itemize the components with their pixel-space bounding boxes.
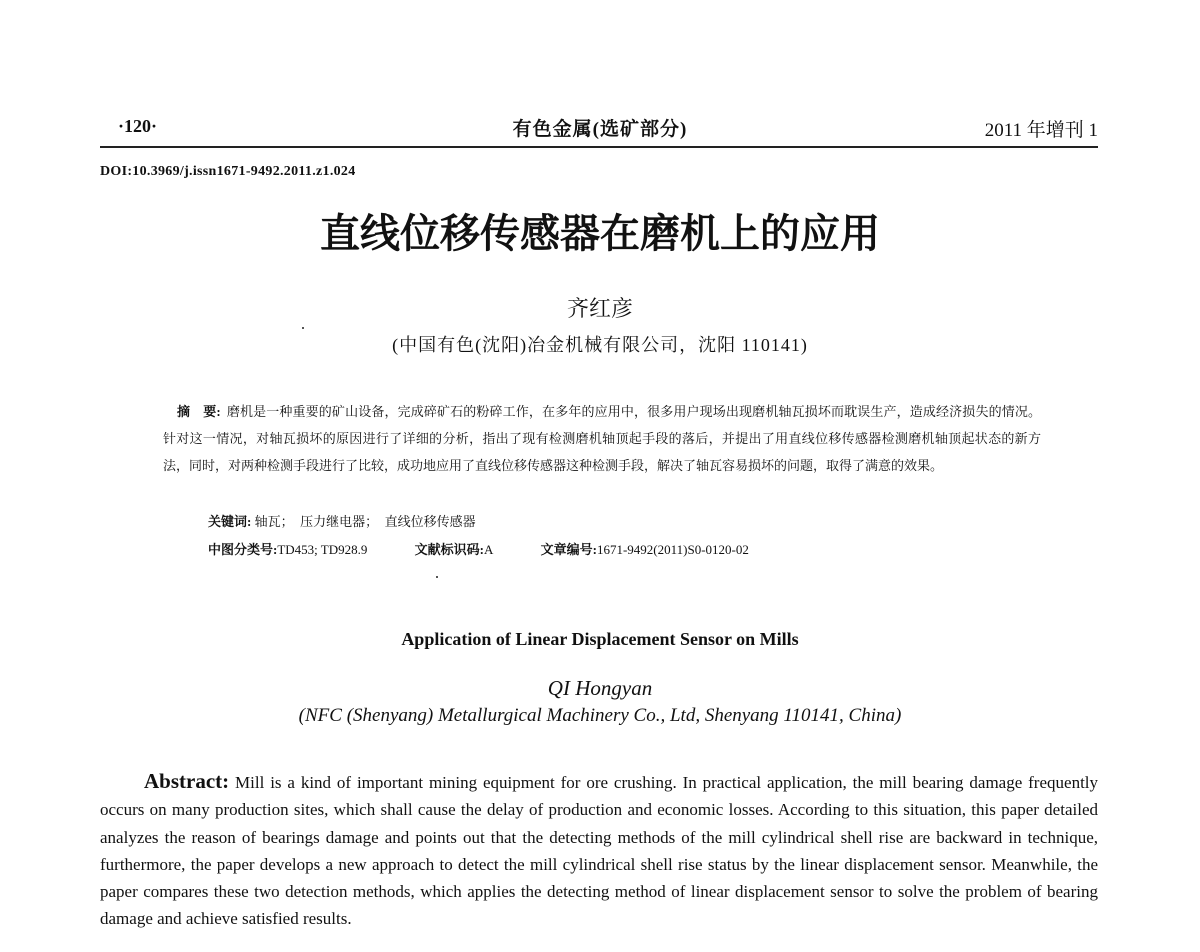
journal-name: 有色金属(选矿部分) [512,119,688,140]
abstract-chinese-label: 摘 要: [177,404,221,419]
header-rule [100,146,1098,148]
article-no-label: 文章编号: [540,542,597,557]
doc-code-label: 文献标识码: [414,542,484,557]
author-chinese: 齐红彦 [566,296,633,321]
abstract-english-text: Mill is a kind of important mining equipment for ore crushing. In practical application, the mill bearing damage frequently occurs on many production sites, which shall cause the delay of production and economic losses. According to this situation, this paper detailed analyzes the reason of bearings damage and points out that the detecting methods of the mill cylindrical shell rise are backward in technique, furthermore, the paper develops a new approach to detect the mill cylindrical shell rise status by the linear displacement sensor. Meanwhile, the paper compares these two detection methods, which applies the detecting method of linear displacement sensor to solve the problem of bearing damage and achieve satisfied results. [100,773,1099,929]
doc-code-value: A [483,542,494,557]
title-english: Application of Linear Displacement Sensor on Mills [401,629,799,649]
classification-line [208,539,1008,558]
scan-speck [302,327,304,329]
scan-speck [436,576,438,578]
affiliation-english: (NFC (Shenyang) Metallurgical Machinery Co., Ltd, Shenyang 110141, China) [298,705,902,726]
article-no-value: 1671-9492(2011)S0-0120-02 [596,542,749,557]
title-chinese: 直线位移传感器在磨机上的应用 [320,210,880,257]
keywords [208,511,476,530]
page-number: ·120· [118,116,158,136]
journal-issue: 2011 年增刊 1 [984,120,1098,141]
abstract-english-label: Abstract: [144,769,230,793]
affiliation-chinese: (中国有色(沈阳)冶金机械有限公司，沈阳 110141) [392,335,808,355]
clc-value: TD453; TD928.9 [277,542,368,557]
abstract-english [100,768,1098,933]
author-english: QI Hongyan [547,676,653,700]
abstract-chinese-text: 磨机是一种重要的矿山设备，完成碎矿石的粉碎工作，在多年的应用中，很多用户现场出现磨机轴瓦损坏而耽误生产，造成经济损失的情况。针对这一情况，对轴瓦损坏的原因进行了详细的分析，指出了现有检测磨机轴顶起手段的落后，并提出了用直线位移传感器检测磨机轴顶起状态的新方法，同时，对两种检测手段进行了比较，成功地应用了直线位移传感器这种检测手段，解决了轴瓦容易损坏的问题，取得了满意的效果。 [163,404,1041,473]
abstract-chinese [163,398,1041,479]
doi: DOI:10.3969/j.issn1671-9492.2011.z1.024 [100,164,356,179]
keywords-label: 关键词: [208,514,252,529]
keywords-text: 轴瓦； 压力继电器； 直线位移传感器 [254,514,476,529]
clc-label: 中图分类号: [208,542,278,557]
